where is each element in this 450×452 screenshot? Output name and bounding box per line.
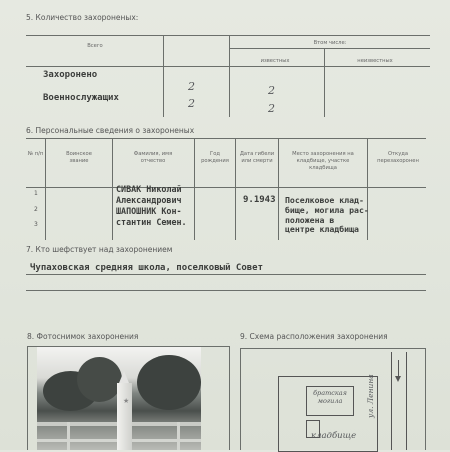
row-soldiers-known: 2: [268, 102, 275, 115]
row-buried-label: Захоронено: [43, 70, 98, 80]
name-line: ШАПОШНИК Кон-: [116, 206, 182, 216]
header-total: Всего: [87, 43, 103, 49]
header-place: Место захоронения на кладбище, участке кладбища: [292, 151, 354, 172]
rule: [278, 138, 279, 240]
rule: [229, 346, 230, 450]
header-reburial: Откуда перезахоронен: [377, 151, 419, 165]
names-block: [116, 184, 187, 228]
rule: [240, 348, 426, 349]
header-name: Фамилия, имя отчество: [133, 151, 173, 165]
section9-title: 9. Схема расположения захоронения: [240, 332, 388, 341]
rule: [324, 48, 325, 117]
place-line: центре кладбища: [285, 224, 359, 235]
rule: [425, 348, 426, 450]
rule: [26, 290, 426, 291]
header-including: Втом числе:: [313, 40, 347, 46]
rule: [235, 138, 236, 240]
place-block: [285, 196, 369, 235]
grave-photo: [37, 347, 201, 450]
obelisk-tip: [119, 371, 129, 383]
rule: [194, 138, 195, 240]
road-line: [406, 352, 407, 450]
rule: [240, 348, 241, 450]
row-number: 3: [34, 221, 38, 228]
grave-label-line: могила: [317, 397, 343, 405]
rule: [112, 138, 113, 240]
tree: [77, 357, 122, 402]
obelisk: [117, 383, 132, 450]
tree: [137, 355, 201, 410]
row-buried-total: 2: [188, 80, 195, 93]
grave-label: [309, 389, 351, 405]
row-number: 1: [34, 190, 38, 197]
header-num: № п/п: [27, 151, 44, 157]
header-birth: Год рождения: [201, 151, 229, 165]
rule: [163, 35, 164, 117]
row-number: 2: [34, 206, 38, 213]
cemetery-label: кладбище: [311, 431, 357, 441]
header-known: известных: [260, 58, 290, 64]
section5-title: 5. Количество захороненых:: [26, 13, 139, 22]
patron-value: Чупаховская средняя школа, поселковый Совет: [30, 263, 263, 273]
grave-label-line: братская: [313, 389, 347, 397]
place-line: положена в: [285, 214, 335, 225]
place-line: Поселковое клад-: [285, 195, 364, 205]
fence-post: [177, 422, 180, 450]
place-line: бище, могила рас-: [285, 204, 369, 215]
rule: [45, 138, 46, 240]
death-date: 9.1943: [243, 195, 276, 205]
section7-title: 7. Кто шефствует над захоронением: [26, 245, 173, 254]
rule: [27, 346, 28, 450]
section8-title: 8. Фотоснимок захоронения: [27, 332, 139, 341]
rule: [26, 66, 430, 67]
rule: [26, 274, 426, 275]
rule: [229, 48, 430, 49]
arrow-down-icon: [395, 376, 401, 382]
row-soldiers-label: Военнослужащих: [43, 93, 119, 103]
street-label: ул. Ленина: [366, 374, 375, 418]
name-line: Александрович: [116, 195, 182, 205]
star-icon: ★: [123, 397, 130, 405]
header-unknown: неизвестных: [357, 58, 393, 64]
road-line: [391, 352, 392, 450]
rule: [26, 187, 426, 188]
rule: [26, 138, 426, 139]
rule: [229, 35, 230, 117]
header-death: Дата гибели или смерти: [239, 151, 275, 165]
fence-post: [67, 422, 70, 450]
header-rank: Воинское звание: [66, 151, 92, 165]
rule: [26, 35, 430, 36]
row-soldiers-total: 2: [188, 97, 195, 110]
name-line: СИВАК Николай: [116, 184, 182, 194]
section6-title: 6. Персональные сведения о захороненых: [26, 126, 195, 135]
name-line: стантин Семен.: [116, 217, 187, 227]
row-buried-known: 2: [268, 84, 275, 97]
